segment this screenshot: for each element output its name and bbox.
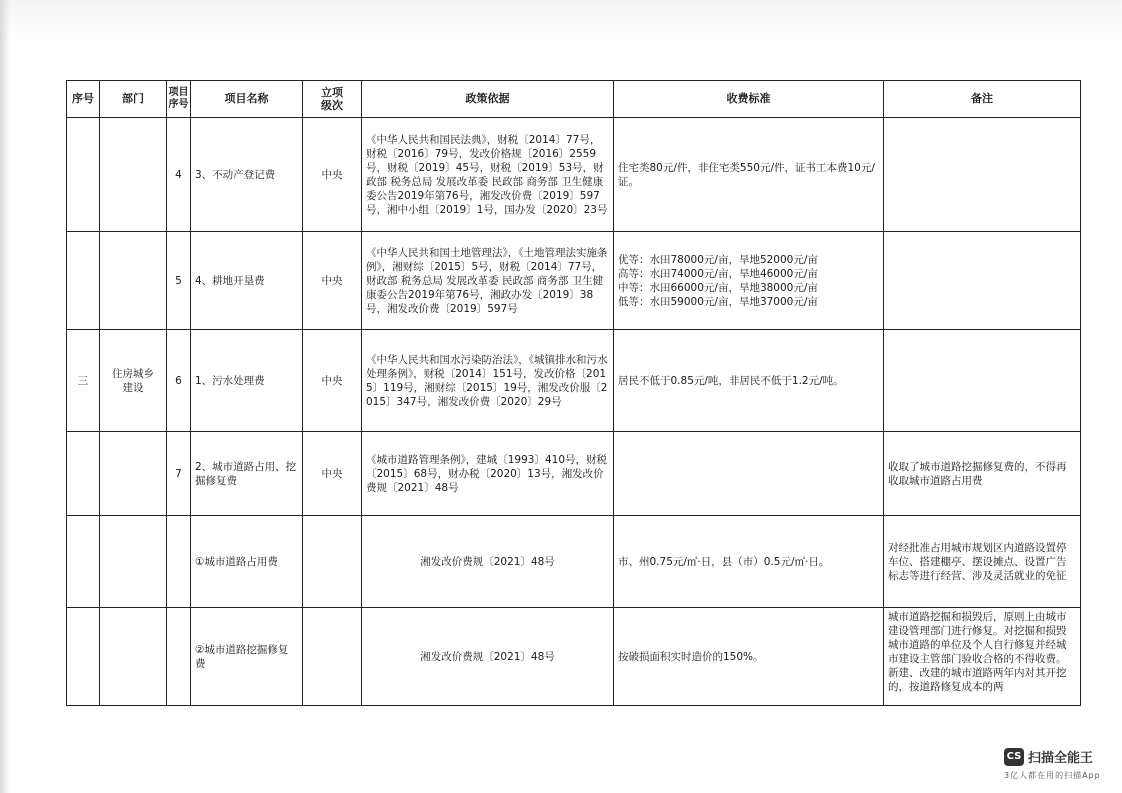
standard-line: 中等：水田66000元/亩，旱地38000元/亩	[618, 281, 818, 294]
cell-item-name: 2、城市道路占用、挖掘修复费	[191, 432, 303, 516]
cell-policy: 《城市道路管理条例》，建城〔1993〕410号，财税〔2015〕68号，财办税〔2020〕13号，湘发改价费规〔2021〕48号	[362, 432, 614, 516]
cell-standard: 按破损面积实时造价的150%。	[614, 608, 884, 706]
cell-standard	[614, 432, 884, 516]
cell-dept	[100, 516, 167, 608]
header-item-seq: 项目序号	[167, 81, 191, 118]
cell-level: 中央	[303, 232, 362, 330]
cell-remark: 城市道路挖掘和损毁后，原则上由城市建设管理部门进行修复。对挖掘和损毁城市道路的单位及个人自行修复并经城市建设主管部门验收合格的不得收费。新建、改建的城市道路两年内对其开挖的，按道路修复成本的两	[884, 608, 1081, 706]
cell-level: 中央	[303, 118, 362, 232]
cell-standard	[614, 232, 884, 330]
cell-remark: 对经批准占用城市规划区内道路设置停车位、搭建棚亭、摆设摊点、设置广告标志等进行经营、涉及灵活就业的免征	[884, 516, 1081, 608]
cell-dept	[100, 118, 167, 232]
cell-level	[303, 608, 362, 706]
cell-seq	[67, 432, 100, 516]
cell-item-name: 3、不动产登记费	[191, 118, 303, 232]
cell-dept	[100, 608, 167, 706]
cell-dept	[100, 432, 167, 516]
cell-policy: 湘发改价费规〔2021〕48号	[362, 608, 614, 706]
table-row	[67, 330, 1081, 432]
cell-item-seq: 7	[167, 432, 191, 516]
cell-policy: 《中华人民共和国土地管理法》，《土地管理法实施条例》，湘财综〔2015〕5号，财税〔2014〕77号，财政部 税务总局 发展改革委 民政部 商务部 卫生健康委公告2019年第76号，湘政办发〔2019〕38号，湘发改价费〔2019〕597号	[362, 232, 614, 330]
cell-seq	[67, 608, 100, 706]
standard-line: 低等：水田59000元/亩，旱地37000元/亩	[618, 295, 818, 308]
cell-policy: 《中华人民共和国水污染防治法》，《城镇排水和污水处理条例》，财税〔2014〕151号，发改价格〔2015〕119号，湘财综〔2015〕19号，湘发改价服〔2015〕347号，湘发改价费〔2020〕29号	[362, 330, 614, 432]
cell-remark	[884, 118, 1081, 232]
cell-item-name: 4、耕地开垦费	[191, 232, 303, 330]
cell-standard: 居民不低于0.85元/吨，非居民不低于1.2元/吨。	[614, 330, 884, 432]
cell-remark	[884, 330, 1081, 432]
table-row	[67, 608, 1081, 706]
header-standard: 收费标准	[614, 81, 884, 118]
cell-seq: 三	[67, 330, 100, 432]
scanner-watermark	[1004, 744, 1108, 784]
cell-standard: 市、州0.75元/㎡·日，县（市）0.5元/㎡·日。	[614, 516, 884, 608]
cell-seq	[67, 516, 100, 608]
header-level: 立项级次	[303, 81, 362, 118]
cell-item-name: 1、污水处理费	[191, 330, 303, 432]
cell-seq	[67, 118, 100, 232]
cell-standard: 住宅类80元/件，非住宅类550元/件，证书工本费10元/证。	[614, 118, 884, 232]
cell-seq	[67, 232, 100, 330]
standard-line: 高等：水田74000元/亩，旱地46000元/亩	[618, 267, 818, 280]
cell-level: 中央	[303, 432, 362, 516]
cell-level	[303, 516, 362, 608]
table-row	[67, 232, 1081, 330]
header-policy: 政策依据	[362, 81, 614, 118]
cell-dept: 住房城乡建设	[100, 330, 167, 432]
table-row	[67, 432, 1081, 516]
header-seq: 序号	[67, 81, 100, 118]
fee-table	[66, 80, 1081, 706]
table-row	[67, 118, 1081, 232]
cell-item-seq: 5	[167, 232, 191, 330]
cell-remark	[884, 232, 1081, 330]
standard-line: 优等：水田78000元/亩，旱地52000元/亩	[618, 253, 818, 266]
cell-policy: 湘发改价费规〔2021〕48号	[362, 516, 614, 608]
camscanner-logo-icon: CS	[1004, 748, 1024, 766]
cell-policy: 《中华人民共和国民法典》，财税〔2014〕77号，财税〔2016〕79号，发改价格规〔2016〕2559号，财税〔2019〕45号，财税〔2019〕53号，财政部 税务总局 发展改革委 民政部 商务部 卫生健康委公告2019年第76号，湘发改价费〔2019〕597号，湘中小组〔2019〕1号，国办发〔2020〕23号	[362, 118, 614, 232]
cell-dept	[100, 232, 167, 330]
table-row	[67, 516, 1081, 608]
cell-item-name: ②城市道路挖掘修复费	[191, 608, 303, 706]
cell-item-seq	[167, 608, 191, 706]
page-edge-shadow	[0, 0, 10, 793]
cell-item-name: ①城市道路占用费	[191, 516, 303, 608]
watermark-name: 扫描全能王	[1028, 751, 1094, 766]
header-item-name: 项目名称	[191, 81, 303, 118]
cell-item-seq: 6	[167, 330, 191, 432]
cell-level: 中央	[303, 330, 362, 432]
header-dept: 部门	[100, 81, 167, 118]
cell-item-seq: 4	[167, 118, 191, 232]
header-row	[67, 81, 1081, 118]
cell-item-seq	[167, 516, 191, 608]
watermark-tagline: 3亿人都在用的扫描App	[1004, 771, 1101, 780]
header-remark: 备注	[884, 81, 1081, 118]
cell-remark: 收取了城市道路挖掘修复费的，不得再收取城市道路占用费	[884, 432, 1081, 516]
